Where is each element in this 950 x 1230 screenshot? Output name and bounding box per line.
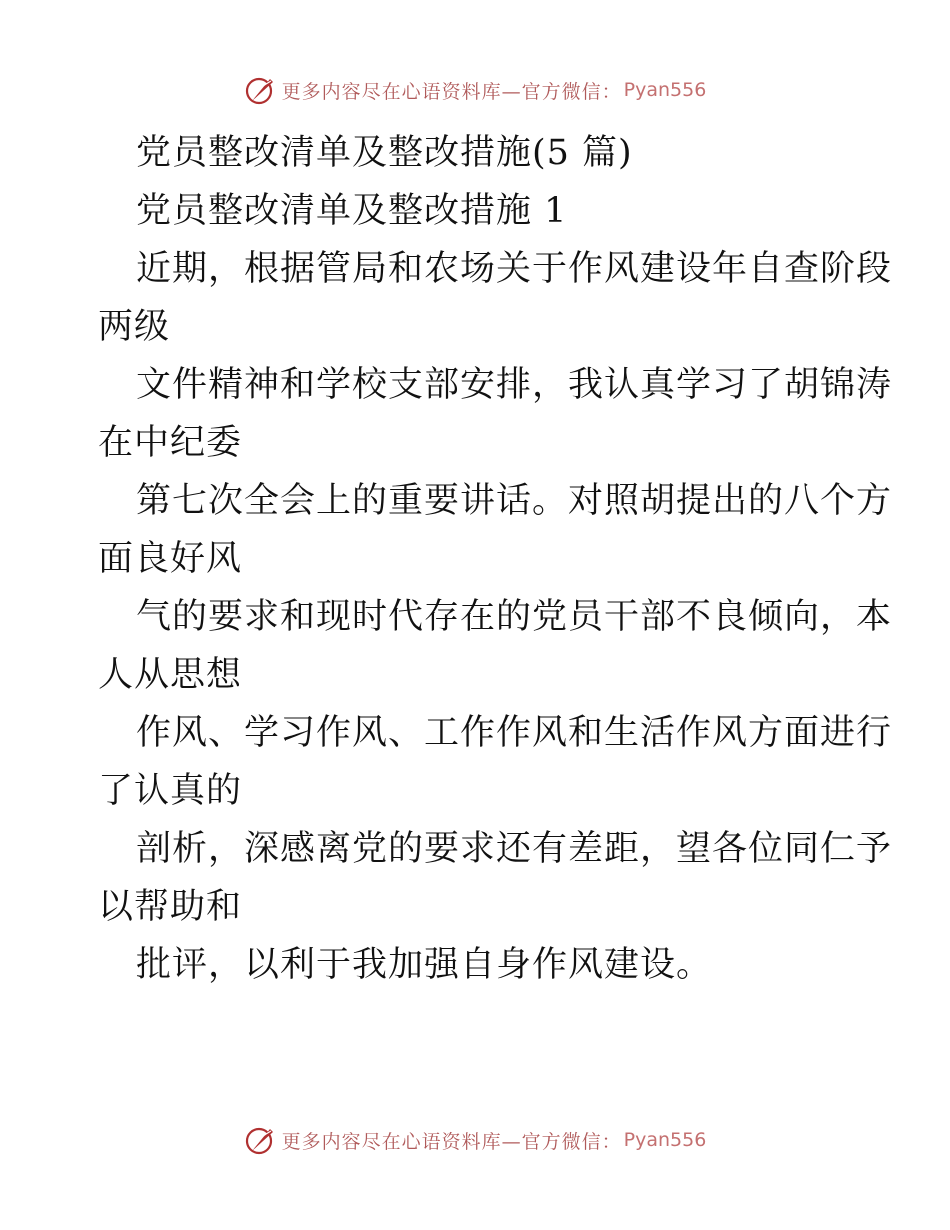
paragraph-line: 以帮助和 bbox=[98, 887, 243, 927]
paragraph-line: 两级 bbox=[98, 307, 171, 347]
document-title: 党员整改清单及整改措施(5 篇) bbox=[136, 133, 633, 173]
paragraph-line: 剖析，深感离党的要求还有差距，望各位同仁予 bbox=[136, 829, 893, 869]
header-banner bbox=[0, 70, 950, 110]
quill-pen-logo-icon bbox=[244, 1123, 278, 1157]
footer-banner bbox=[0, 1120, 950, 1160]
paragraph-line: 第七次全会上的重要讲话。对照胡提出的八个方 bbox=[136, 481, 893, 521]
paragraph-line: 文件精神和学校支部安排，我认真学习了胡锦涛 bbox=[136, 365, 893, 405]
section-heading: 党员整改清单及整改措施 1 bbox=[136, 191, 568, 231]
wechat-handle: Pyan556 bbox=[623, 1129, 707, 1151]
paragraph-line: 人从思想 bbox=[98, 655, 243, 695]
paragraph-line: 近期，根据管局和农场关于作风建设年自查阶段 bbox=[136, 249, 893, 289]
document-body bbox=[98, 124, 893, 994]
banner-text: 更多内容尽在心语资料库—官方微信： bbox=[281, 1130, 622, 1153]
paragraph-line: 在中纪委 bbox=[98, 423, 243, 463]
banner-text: 更多内容尽在心语资料库—官方微信： bbox=[281, 80, 622, 103]
quill-pen-logo-icon bbox=[244, 73, 278, 107]
paragraph-line: 批评，以利于我加强自身作风建设。 bbox=[136, 945, 713, 985]
paragraph-line: 气的要求和现时代存在的党员干部不良倾向，本 bbox=[136, 597, 893, 637]
paragraph-line: 面良好风 bbox=[98, 539, 243, 579]
paragraph-line: 了认真的 bbox=[98, 771, 243, 811]
paragraph-line: 作风、学习作风、工作作风和生活作风方面进行 bbox=[136, 713, 893, 753]
wechat-handle: Pyan556 bbox=[623, 79, 707, 101]
